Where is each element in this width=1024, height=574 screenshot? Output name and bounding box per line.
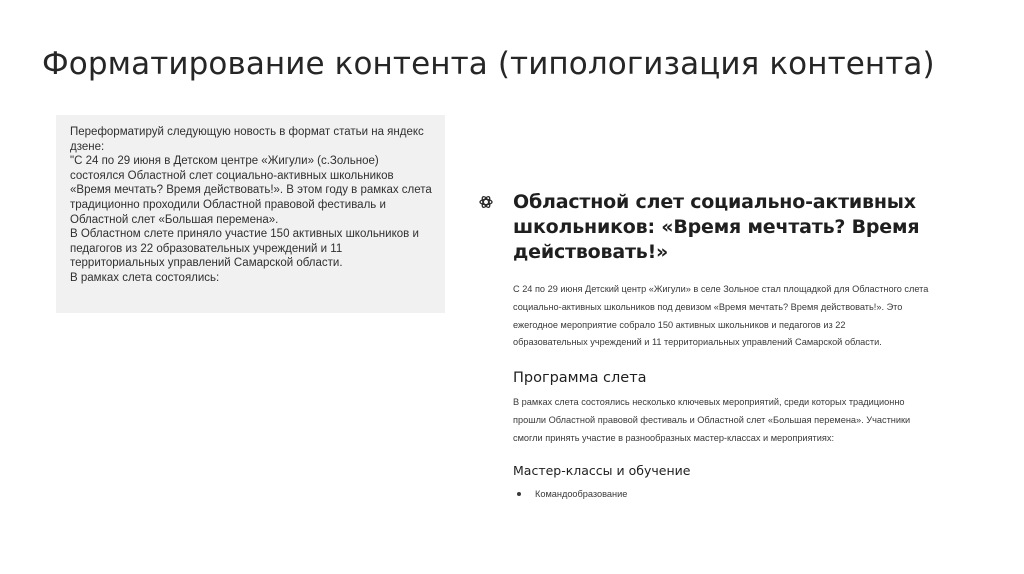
user-prompt-message [56,115,445,313]
list-item-text: Командообразование [535,488,628,499]
prompt-line: педагогов из 22 образовательных учреждений и 11 [70,242,343,255]
prompt-line: Переформатируй следующую новость в формат статьи на яндекс [70,126,424,138]
paragraph-line: ежегодное мероприятие собрало 150 активных школьников и педагогов из 22 [513,319,846,330]
section-heading: Программа слета [513,370,647,387]
section-paragraph [513,394,958,447]
list-item [513,487,958,501]
intro-paragraph [513,281,958,352]
paragraph-line: смогли принять участие в разнообразных мастер-классах и мероприятиях: [513,432,835,443]
slide-title: Форматирование контента (типологизация контента) [42,46,935,82]
paragraph-line: прошли Областной правовой фестиваль и Областной слет «Большая перемена». Участники [513,414,911,425]
prompt-line: дзене: [70,140,105,153]
article-heading-line: школьников: «Время мечтать? Время [513,216,920,238]
prompt-line: состоялся Областной слет социально-активных школьников [70,169,394,182]
prompt-line: Областной слет «Большая перемена». [70,213,279,226]
prompt-line: традиционно проходили Областной правовой фестиваль и [70,198,386,211]
paragraph-line: С 24 по 29 июня Детский центр «Жигули» в селе Зольное стал площадкой для Областного слета [513,284,929,294]
paragraph-line: образовательных учреждений и 11 территориальных управлений Самарской области. [513,337,882,348]
article-heading-line: действовать!» [513,241,669,263]
chatbot-logo-icon [478,194,494,210]
prompt-line: "С 24 по 29 июня в Детском центре «Жигули» (с.Зольное) [70,155,379,168]
bullet-icon [517,492,521,496]
article-heading [513,190,958,265]
paragraph-line: В рамках слета состоялись несколько ключевых мероприятий, среди которых традиционно [513,397,905,408]
prompt-line: «Время мечтать? Время действовать!». В этом году в рамках слета [70,184,432,197]
paragraph-line: социально-активных школьников под девизом «Время мечтать? Время действовать!». Это [513,301,903,312]
article-heading-line: Областной слет социально-активных [513,191,916,213]
prompt-line: В рамках слета состоялись: [70,271,220,284]
prompt-line: территориальных управлений Самарской области. [70,257,343,270]
subsection-heading: Мастер-классы и обучение [513,462,691,478]
bullet-list [513,487,958,501]
prompt-line: В Областном слете приняло участие 150 активных школьников и [70,228,419,241]
response-body [513,190,958,501]
